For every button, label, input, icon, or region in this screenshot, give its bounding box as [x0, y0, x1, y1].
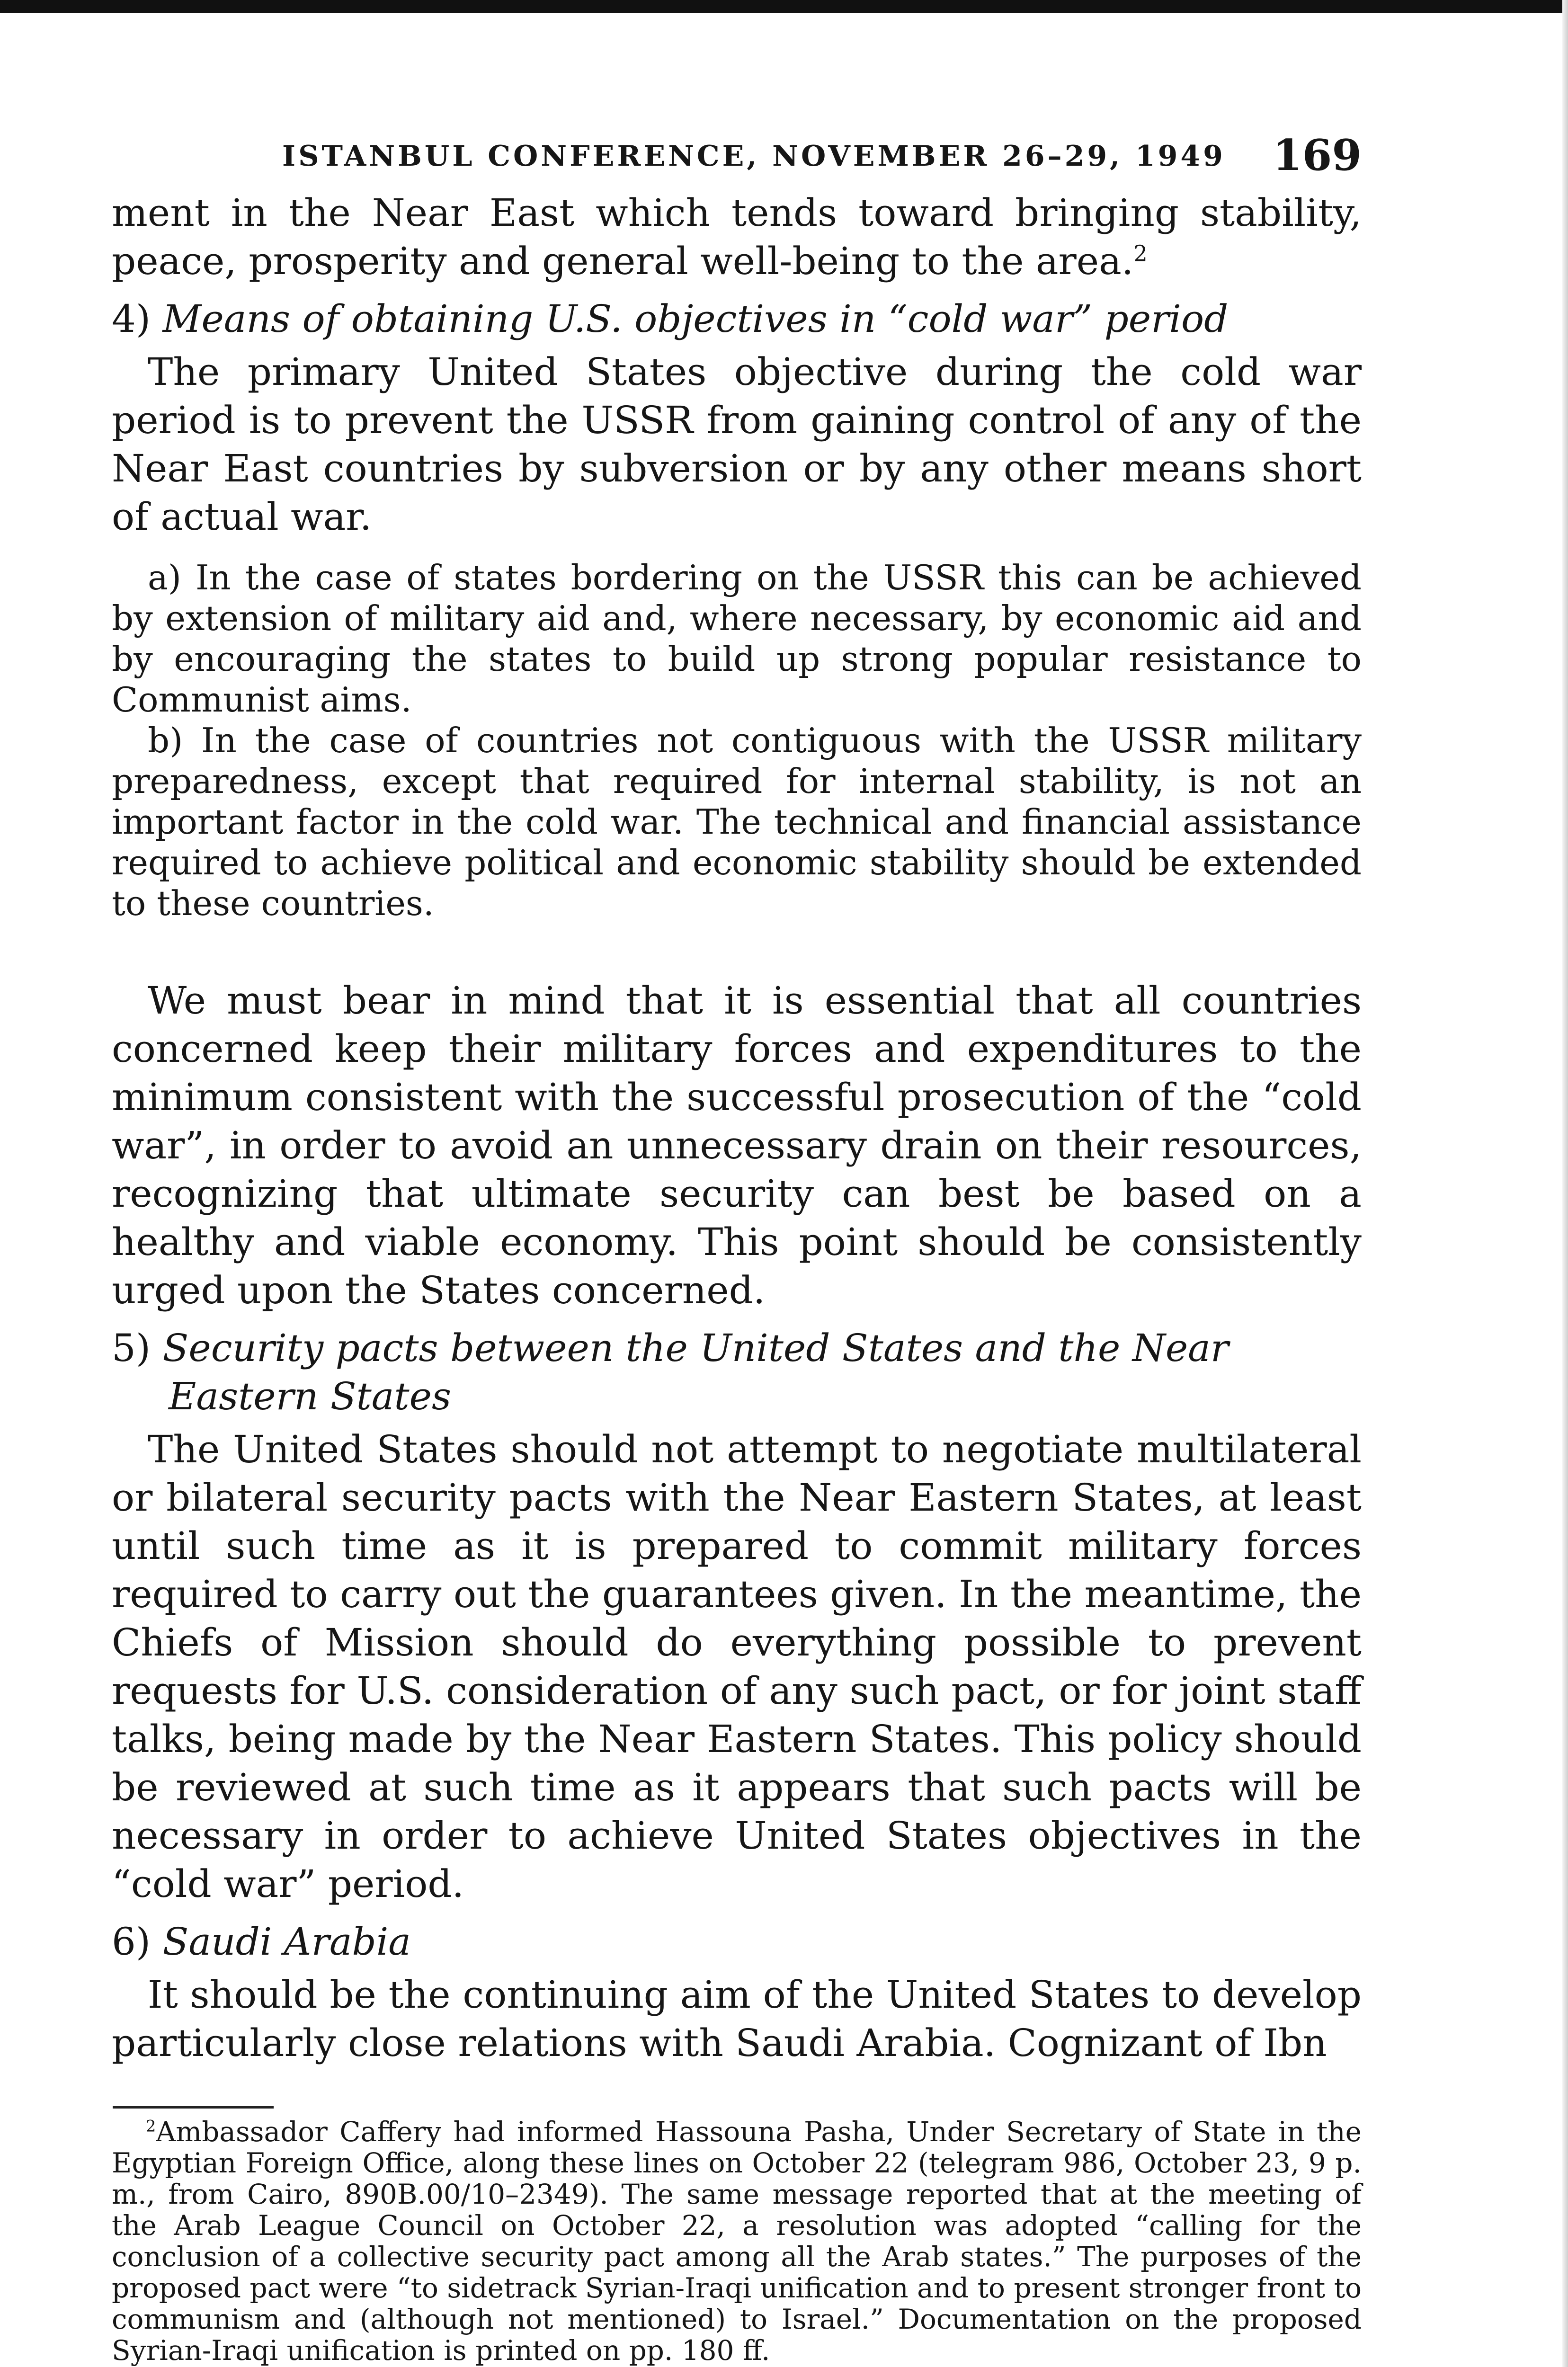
- running-header: [112, 121, 1362, 178]
- section-4-subitems: [112, 557, 1362, 924]
- section-5-paragraph: The United States should not attempt to negotiate multilateral or bilateral security pacts with the Near Eastern States, at least until such time as it is prepared to commit military forces required to carry out the guarantees given. In the meantime, the Chiefs of Mission should do everything possible to prevent requests for U.S. consideration of any such pact, or for joint staff talks, being made by the Near Eastern States. This policy should be reviewed at such time as it appears that such pacts will be necessary in order to achieve United States objectives in the “cold war” period.: [112, 1427, 1362, 1906]
- section-number-4: 4): [112, 297, 151, 341]
- section-number-5: 5): [112, 1326, 151, 1370]
- top-page-border: [0, 0, 1568, 13]
- running-title: ISTANBUL CONFERENCE, NOVEMBER 26–29, 1949: [282, 140, 1226, 173]
- section-title-4: Means of obtaining U.S. objectives in “cold war” period: [162, 297, 1229, 341]
- section-4-item-b: b) In the case of countries not contiguous with the USSR military preparedness, except that required for internal stability, is not an important factor in the cold war. The technical and financial assistance required to achieve political and economic stability should be extended to these countries.: [112, 721, 1362, 923]
- section-4-paragraph-2: We must bear in mind that it is essential that all countries concerned keep their military forces and expenditures to the minimum consistent with the successful prosecution of the “cold war”, in order to avoid an unnecessary drain on their resources, recognizing that ultimate security can best be based on a healthy and viable economy. This point should be consistently urged upon the States concerned.: [112, 979, 1362, 1312]
- footnote-reference: 2: [1133, 240, 1148, 267]
- section-heading-4: [112, 295, 1362, 343]
- footnote: [112, 2116, 1362, 2366]
- section-number-6: 6): [112, 1920, 151, 1964]
- footnote-text: Ambassador Caffery had informed Hassouna Pasha, Under Secretary of State in the Egyptian Foreign Office, along these lines on October 22 (telegram 986, October 23, 9 p. m., from Cairo, 890B.00/10–2349). The same message reported that at the meeting of the Arab League Council on October 22, a resolution was adopted “calling for the conclusion of a collective security pact among all the Arab states.” The purposes of the proposed pact were “to sidetrack Syrian-Iraqi unification and to present stronger front to communism and (although not mentioned) to Israel.” Documentation on the proposed Syrian-Iraqi unification is printed on pp. 180 ff.: [112, 2116, 1362, 2367]
- page-number: 169: [1273, 130, 1362, 180]
- section-title-6: Saudi Arabia: [162, 1920, 411, 1964]
- intro-text: ment in the Near East which tends toward bringing stability, peace, prosperity and general well-being to the area.: [112, 191, 1362, 283]
- section-4-item-a: a) In the case of states bordering on the USSR this can be achieved by extension of military aid and, where necessary, by economic aid and by encouraging the states to build up strong popular resistance to Communist aims.: [112, 558, 1362, 720]
- section-6-paragraph: It should be the continuing aim of the United States to develop particularly close relations with Saudi Arabia. Cognizant of Ibn: [112, 1973, 1362, 2065]
- section-heading-5: [112, 1324, 1362, 1421]
- footnote-divider: [113, 2106, 274, 2109]
- section-title-5: Security pacts between the United States and the Near Eastern States: [162, 1326, 1229, 1418]
- footnote-marker: 2: [146, 2117, 156, 2136]
- section-heading-6: [112, 1918, 1362, 1966]
- intro-paragraph: [112, 189, 1362, 285]
- right-page-edge: [1562, 0, 1568, 2367]
- document-page: [112, 121, 1362, 2366]
- section-4-paragraph-1: The primary United States objective during the cold war period is to prevent the USSR from gaining control of any of the Near East countries by subversion or by any other means short of actual war.: [112, 350, 1362, 539]
